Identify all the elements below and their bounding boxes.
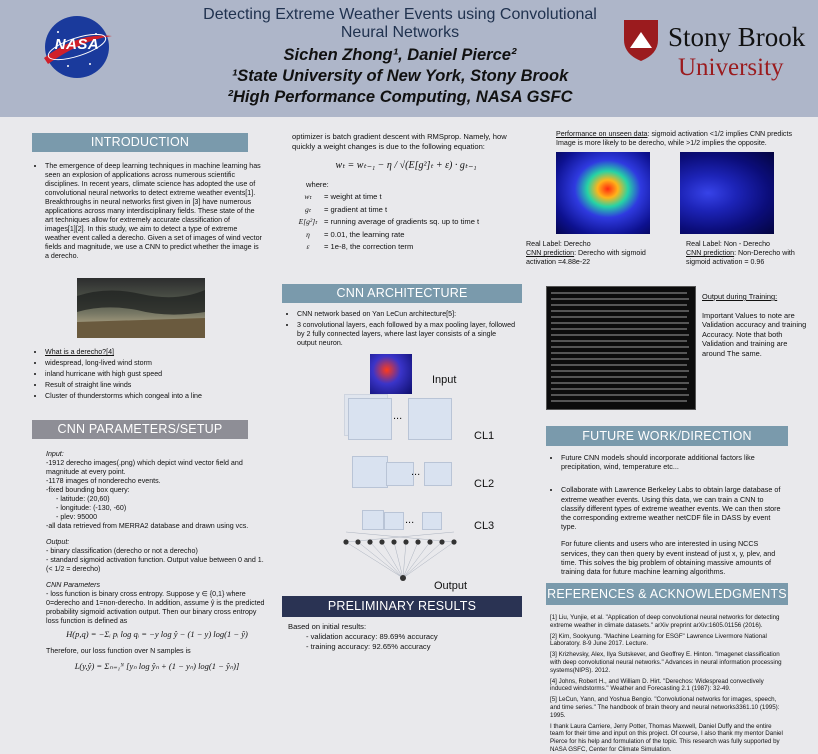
- derecho-bullet: • Result of straight line winds: [45, 381, 262, 390]
- references-section: [550, 614, 784, 754]
- cross-entropy-formula: H(p,q) = −Σᵢ pᵢ log qᵢ = −y log ŷ − (1 − y) log(1 − ŷ): [66, 629, 248, 639]
- derecho-bullet: • What is a derecho?[4]: [45, 348, 262, 357]
- future-bullet: • Collaborate with Lawrence Berkeley Labs to obtain large database of extreme weather events. Using this data, we can train a CNN to classify different types of extreme weather events. We can then store the corresponding extreme weather netCDF file in DASS by event type.: [561, 485, 786, 531]
- stony-brook-name: Stony Brook: [668, 22, 806, 52]
- reference-item: [5] LeCun, Yann, and Yoshua Bengio. "Convolutional networks for images, speech, and time series." The handbook of brain theory and neural networks3361.10 (1995): 1995.: [550, 696, 780, 719]
- acknowledgments: I thank Laura Carriere, Jerry Potter, Thomas Maxwell, Daniel Duffy and the entire team for their time and input on this project. Of course, I also thank my mentor Daniel Pierce for his help and formulation of the topic. This research was fully supported by NASA GSFC, Center for Climate Simulation.: [550, 722, 783, 753]
- prelim-line: - training accuracy: 92.65% accuracy: [306, 642, 431, 651]
- cl3-feature-map: [422, 512, 442, 530]
- derecho-photo: [77, 278, 205, 338]
- nasa-logo-text: NASA: [54, 36, 100, 53]
- cl1-ellipsis: ...: [393, 410, 403, 422]
- cl2-feature-map: [424, 462, 452, 486]
- cl2-feature-map: [352, 456, 388, 488]
- optimizer-definition: wₜ = weight at time t: [304, 192, 382, 201]
- cl3-ellipsis: ...: [405, 514, 415, 526]
- output-line: - binary classification (derecho or not a derecho): [46, 547, 198, 555]
- cl1-feature-map: [348, 398, 392, 440]
- input-image: [370, 354, 412, 394]
- stony-brook-logo: [622, 16, 806, 86]
- authors-block: [180, 45, 620, 108]
- input-label: Input: [432, 374, 457, 386]
- optimizer-section: [292, 132, 520, 254]
- introduction-heading: INTRODUCTION: [32, 133, 248, 152]
- training-output-section: [702, 292, 812, 358]
- cl3-label: CL3: [474, 520, 495, 532]
- optimizer-definition: ε = 1e-8, the correction term: [306, 242, 414, 251]
- derecho-bullet: • Cluster of thunderstorms which congeal into a line: [45, 392, 262, 401]
- cnn-prediction-non-derecho: : Non-Derecho with sigmoid activation = 0.96: [686, 249, 795, 266]
- optimizer-definition: gₜ = gradient at time t: [304, 204, 388, 214]
- input-line: -fixed bounding box query:: [46, 486, 130, 494]
- cnn-params-text: - loss function is binary cross entropy. Suppose y ∈ {0,1} where 0=derecho and 1=non-derecho. In addition, assume ŷ is the predicted probability sigmoid activation output. Then our binary cross entropy loss function is defined as: [46, 590, 265, 625]
- reference-item: [3] Krizhevsky, Alex, Ilya Sutskever, and Geoffrey E. Hinton. "Imagenet classification with deep convolutional neural networks." Advances in neural information processing systems(NIPS). 2012.: [550, 651, 782, 674]
- cl3-feature-map: [384, 512, 404, 530]
- input-line: - longitude: (-130, -60): [56, 504, 127, 512]
- arch-bullet: • 3 convolutional layers, each followed by a max pooling layer, followed by 2 fully connected layers, where last layer consists of a single output neuron.: [297, 321, 516, 348]
- non-derecho-prediction: [686, 240, 810, 267]
- derecho-wind-map: [556, 152, 650, 234]
- performance-section: [556, 130, 792, 148]
- cnn-prediction-label: CNN prediction: [686, 249, 735, 257]
- fully-connected-layers-icon: [338, 530, 468, 586]
- training-output-text: Important Values to note are Validation accuracy and training Accuracy. Note that both Validation and training are around The same.: [702, 310, 807, 358]
- overall-loss-text: Therefore, our loss function over N samples is: [46, 647, 191, 655]
- future-bullet: • Future CNN models should incorporate additional factors like precipitation, wind, temperature etc...: [561, 453, 786, 471]
- input-line: -1178 images of nonderecho events.: [46, 477, 161, 485]
- derecho-bullet: • widespread, long-lived wind storm: [45, 359, 262, 368]
- arch-bullet: • CNN network based on Yan LeCun architecture[5]:: [297, 310, 516, 319]
- output-title: Output:: [46, 538, 70, 546]
- cnn-params-title: CNN Parameters: [46, 581, 101, 589]
- cl2-label: CL2: [474, 478, 495, 490]
- non-derecho-wind-map: [680, 152, 774, 234]
- stony-brook-university: University: [678, 54, 784, 81]
- input-title: Input:: [46, 450, 64, 458]
- cnn-parameters-heading: CNN PARAMETERS/SETUP: [32, 420, 248, 439]
- preliminary-results-heading: PRELIMINARY RESULTS: [282, 596, 522, 617]
- rmsprop-formula: wₜ = wₜ₋₁ − η / √(E[g²]ₜ + ε) · gₜ₋₁: [335, 160, 477, 171]
- cnn-parameters-section: [46, 450, 268, 677]
- author-names: Sichen Zhong¹, Daniel Pierce²: [283, 46, 517, 64]
- cl1-feature-map: [408, 398, 452, 440]
- where-label: where:: [306, 180, 329, 189]
- cnn-prediction-derecho: : Derecho with sigmoid activation =4.88e-22: [526, 249, 646, 266]
- output-label: Output: [434, 580, 468, 592]
- intro-paragraph: • The emergence of deep learning techniques in machine learning has seen an explosion of applications across numerous scientific disciplines. In recent years, climate science has adopted the use of convolutional neural networks to detect extreme weather events[1]. Breakthroughs in neural networks first given in [3] have numerous applications across many interdisciplinary fields. These state of the art techniques allow for extremely accurate classification of images[1][2]. In this study, we aim to detect a type of extreme weather event called a derecho. Given a set of images of wind vector fields and magnitude, we use a CNN to predict whether the image is a derecho.: [45, 162, 262, 261]
- derecho-bullets: [36, 348, 262, 403]
- references-heading: REFERENCES & ACKNOWLEDGMENTS: [546, 583, 788, 605]
- preliminary-results-section: [288, 622, 516, 652]
- poster-title: Detecting Extreme Weather Events using Convolutional Neural Networks: [203, 6, 597, 41]
- terminal-lines-icon: [547, 287, 695, 409]
- real-label-non-derecho: Real Label: Non - Derecho: [686, 240, 770, 248]
- performance-text: : sigmoid activation <1/2 implies CNN predicts Image is more likely to be derecho, while >1/2 implies the opposite.: [556, 130, 792, 147]
- real-label-derecho: Real Label: Derecho: [526, 240, 591, 248]
- cl2-feature-map: [386, 462, 414, 486]
- reference-item: [2] Kim, Sookyung. "Machine Learning for ESGF" Lawrence Livermore National Laboratory. 8-9 June 2017. Lecture.: [550, 632, 767, 648]
- cnn-architecture-text: [288, 310, 516, 350]
- performance-title: Performance on unseen data: [556, 130, 648, 138]
- optimizer-definition: η = 0.01, the learning rate: [306, 229, 405, 239]
- cl2-ellipsis: ...: [411, 466, 421, 478]
- derecho-bullet: • inland hurricane with high gust speed: [45, 370, 262, 379]
- affiliation-1: ¹State University of New York, Stony Brook: [231, 67, 569, 85]
- affiliation-2: ²High Performance Computing, NASA GSFC: [227, 88, 573, 106]
- optimizer-definition: E[g²]ₜ = running average of gradients sq. up to time t: [298, 217, 480, 226]
- overall-loss-formula: L(y,ŷ) = Σₙ₌₁ᴺ [yₙ log ŷₙ + (1 − yₙ) log(1 − ŷₙ)]: [74, 661, 240, 671]
- future-work-section: [552, 453, 786, 576]
- cl1-label: CL1: [474, 430, 495, 442]
- training-output-title: Output during Training:: [702, 292, 778, 301]
- reference-item: [4] Johns, Robert H., and William D. Hirt. "Derechos: Widespread convectively induced windstorms." Weather and Forecasting 2.1 (1987): 32-49.: [550, 677, 764, 693]
- reference-item: [1] Liu, Yunjie, et al. "Application of deep convolutional neural networks for detecting extreme weather in climate datasets." arXiv preprint arXiv:1605.01156 (2016).: [550, 614, 780, 629]
- output-line: - standard sigmoid activation function. Output value between 0 and 1. (< 1/2 = derecho): [46, 556, 264, 573]
- cnn-architecture-heading: CNN ARCHITECTURE: [282, 284, 522, 303]
- future-work-heading: FUTURE WORK/DIRECTION: [546, 426, 788, 446]
- input-line: -all data retrieved from MERRA2 database and drawn using vcs.: [46, 522, 249, 530]
- poster-header: [0, 0, 818, 117]
- future-paragraph: For future clients and users who are interested in using NCCS services, they can then query by event instead of just x, y, plev, and time. This solves the big problem of obtaining massive amounts of training data for future machine learning algorithms.: [561, 539, 776, 577]
- derecho-prediction: [526, 240, 676, 267]
- cl3-feature-map: [362, 510, 384, 530]
- prelim-line: - validation accuracy: 89.69% accuracy: [306, 632, 438, 641]
- input-line: - latitude: (20,60): [56, 495, 110, 503]
- introduction-section: [36, 162, 262, 263]
- stony-brook-shield-icon: [622, 18, 660, 62]
- input-line: - plev: 95000: [56, 513, 98, 521]
- optimizer-intro: optimizer is batch gradient descent with RMSprop. Namely, how quickly a weight changes is due to the following equation:: [292, 132, 507, 151]
- training-output-terminal: [546, 286, 696, 410]
- input-line: -1912 derecho images(.png) which depict wind vector field and magnitude at every point.: [46, 459, 243, 476]
- storm-cloud-icon: [77, 278, 205, 338]
- cnn-prediction-label: CNN prediction: [526, 249, 575, 257]
- prelim-intro: Based on initial results:: [288, 622, 367, 631]
